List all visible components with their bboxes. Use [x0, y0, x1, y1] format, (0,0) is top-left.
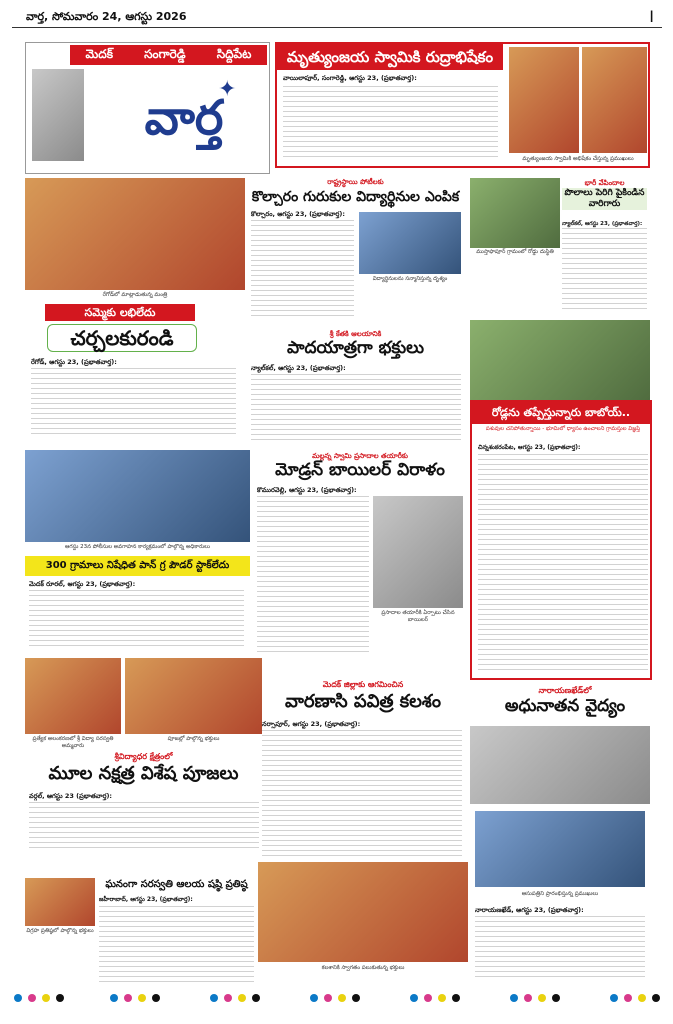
story-rally-caption: రేగోడ్‌లో మాట్లాడుతున్న మంత్రి — [102, 292, 168, 298]
story-puja-dateline: వర్గల్, ఆగస్టు 23 (ప్రభాతవార్త): — [29, 792, 113, 800]
story-spirit-headline: ఘనంగా సరస్వతి ఆలయ షష్ఠి ప్రతిష్ఠ — [105, 879, 248, 890]
story-boiler-photo — [373, 496, 463, 608]
story-farmer-photo — [470, 320, 650, 400]
story-puja-kicker: శ్రీవిద్యాధర క్షేత్రంలో — [114, 752, 173, 761]
story-puja-headline: మూల నక్షత్ర విశేష పూజలు — [48, 763, 239, 784]
story-spirit — [25, 878, 255, 988]
story-road-photo — [470, 178, 560, 248]
story-boiler-dateline: కొమురవెల్లి, ఆగస్టు 23, (ప్రభాతవార్త): — [257, 486, 357, 494]
story-road-kicker: భారీ వేపిందాల — [584, 179, 625, 187]
district-tabs — [70, 45, 267, 65]
story-temple-photo-left — [509, 47, 579, 153]
story-kalasam — [258, 680, 468, 985]
story-kalasam-body — [262, 730, 462, 856]
color-registration-strip — [10, 990, 663, 1008]
story-kalasam-dateline: నర్సాపూర్, ఆగస్టు 23, (ప్రభాతవార్త): — [262, 720, 361, 728]
story-police-body — [29, 590, 244, 648]
story-rally-dateline: రేగోడ్, ఆగస్టు 23, (ప్రభాతవార్త): — [31, 358, 117, 366]
story-hospital-headline: అధునాతన వైద్యం — [504, 696, 626, 716]
story-road-caption: ముస్తాఫాపూర్ గ్రామంలో రోడ్డు దుస్థితి — [476, 249, 554, 255]
page-header-line — [12, 6, 662, 28]
story-farmer-road-dateline: చిన్నశంకరంపేట, ఆగస్టు 23, (ప్రభాతవార్త): — [478, 444, 581, 451]
story-temple-caption: మృత్యుంజయ స్వామికి అభిషేకం చేస్తున్న ప్రముఖులు — [522, 156, 634, 162]
story-spirit-body — [99, 906, 254, 986]
story-pilgrims-kicker: శ్రీ కేతకి ఆలయానికి — [329, 330, 382, 338]
story-puja-body — [29, 802, 259, 852]
story-puja-photo-left — [25, 658, 121, 734]
story-kalasam-caption: కలశానికి స్వాగతం పలుకుతున్న భక్తులు — [321, 965, 405, 971]
story-farmer-road-body — [478, 454, 648, 674]
story-hospital-photo-bottom — [475, 811, 645, 887]
story-temple-dateline: వాయిలాపూర్, సంగారెడ్డి, ఆగస్టు 23, (ప్రభాతవార్త): — [283, 74, 417, 82]
page-number: I — [649, 7, 654, 26]
story-puja-photo-right — [125, 658, 262, 734]
story-hospital-body — [475, 916, 645, 981]
story-puja — [25, 658, 265, 858]
story-school-body — [251, 220, 354, 320]
story-road-body — [562, 228, 647, 313]
district-tab-medak[interactable]: మెదక్ — [85, 46, 113, 61]
story-school-caption: విద్యార్థినులను సన్మానిస్తున్న దృశ్యం — [372, 276, 448, 282]
district-tab-siddipet[interactable]: సిద్దిపేట — [216, 46, 252, 61]
story-rally — [25, 178, 245, 448]
story-rally-headline: చర్చలకురండి — [47, 324, 197, 352]
date-line: వార్త, సోమవారం 24, ఆగస్టు 2026 — [26, 10, 187, 23]
story-school-photo — [359, 212, 461, 274]
story-puja-caption-right: పూజల్లో పాల్గొన్న భక్తులు — [167, 736, 220, 742]
story-school-dateline: కొల్చారం, ఆగస్టు 23, (ప్రభాతవార్త): — [251, 210, 345, 218]
district-tab-sangareddy[interactable]: సంగారెడ్డి — [144, 46, 186, 61]
story-pilgrims-dateline: న్యాల్‌కల్, ఆగస్టు 23, (ప్రభాతవార్త): — [251, 364, 346, 372]
bird-icon: ✦ — [218, 77, 237, 102]
story-pilgrims — [247, 330, 464, 448]
story-temple-body — [283, 86, 498, 158]
story-pilgrims-headline: పాదయాత్రగా భక్తులు — [286, 338, 425, 358]
story-police-photo — [25, 450, 250, 542]
story-temple-photo-right — [582, 47, 647, 153]
story-road-headline: పొలాలు పెరిగి పైకిండిన వారిగారు — [562, 188, 647, 210]
masthead-logo: వార్త — [144, 90, 224, 146]
story-boiler-kicker: మల్లన్న స్వామి ప్రసాదాల తయారీకు — [312, 452, 408, 460]
story-school — [247, 178, 464, 328]
story-pilgrims-body — [251, 374, 461, 444]
story-road — [470, 178, 650, 318]
story-road-dateline: న్యాల్‌కల్, ఆగస్టు 23, (ప్రభాతవార్త): — [562, 221, 643, 227]
story-hospital-photo-top — [470, 726, 650, 804]
story-kalasam-headline: వారణాసి పవిత్ర కలశం — [285, 691, 441, 712]
story-boiler-body — [257, 496, 369, 656]
story-spirit-dateline: జహీరాబాద్, ఆగస్టు 23, (ప్రభాతవార్త): — [99, 896, 193, 903]
story-police-dateline: మెదక్ రూరల్, ఆగస్టు 23, (ప్రభాతవార్త): — [29, 580, 136, 588]
story-farmer-road-subline: పశువుల చనిపోతున్నాయి - భూమిలో ధ్యాసం ఉంచాలని గ్రామస్తుల విజ్ఞప్తి — [485, 426, 641, 432]
story-boiler — [253, 452, 467, 662]
story-farmer-road — [470, 400, 652, 680]
story-boiler-headline: మోడ్రన్ బాయిలర్ విరాళం — [275, 460, 445, 480]
story-boiler-caption: ప్రసాదాల తయారీకి ఏర్పాటు చేసిన బాయిలర్ — [381, 610, 455, 623]
story-spirit-caption: విగ్రహ ప్రతిష్ఠలో పాల్గొన్న భక్తులు — [26, 928, 94, 934]
story-kalasam-photo — [258, 862, 468, 962]
story-hospital-dateline: నారాయణఖేడ్, ఆగస్టు 23, (ప్రభాతవార్త): — [475, 906, 584, 914]
story-hospital — [475, 686, 655, 986]
story-temple — [275, 42, 650, 168]
story-hospital-kicker: నారాయణఖేడ్‌లో — [538, 686, 592, 695]
story-rally-banner: సమ్మెకు లభిలేదు — [45, 304, 195, 321]
story-school-headline: కొల్చారం గురుకుల విద్యార్థినుల ఎంపిక — [251, 189, 460, 205]
story-temple-headline: మృత్యుంజయ స్వామికి రుద్రాభిషేకం — [277, 44, 503, 70]
story-police-headline: 300 గ్రామాలు నిషేధిత పాన్ గ్ర పౌడర్ స్టాక్‌లేదు — [25, 556, 250, 576]
story-hospital-caption: ఆసుపత్రిని ప్రారంభిస్తున్న ప్రముఖులు — [521, 891, 599, 897]
story-school-kicker: రాష్ట్రస్థాయి పోటీలకు — [327, 178, 384, 186]
story-police-caption: ఆగస్టు 23న పోలీసుల అవగాహన కార్యక్రమంలో పాల్గొన్న అధికారులు — [65, 544, 210, 550]
story-police — [25, 450, 250, 655]
story-kalasam-kicker: మెదక్ జిల్లాకు ఆగమించిన — [322, 680, 404, 689]
story-puja-caption-left: ప్రత్యేక అలంకరణలో శ్రీ విద్యా సరస్వతి అమ్మవారు — [32, 736, 114, 749]
story-farmer-road-headline: రోడ్లను తప్పేస్తున్నారు బాబోయ్.. — [472, 402, 650, 424]
story-spirit-photo — [25, 878, 95, 926]
masthead-clocktower-photo — [32, 69, 84, 161]
story-rally-photo — [25, 178, 245, 290]
masthead — [25, 42, 270, 174]
story-rally-body — [31, 368, 236, 438]
